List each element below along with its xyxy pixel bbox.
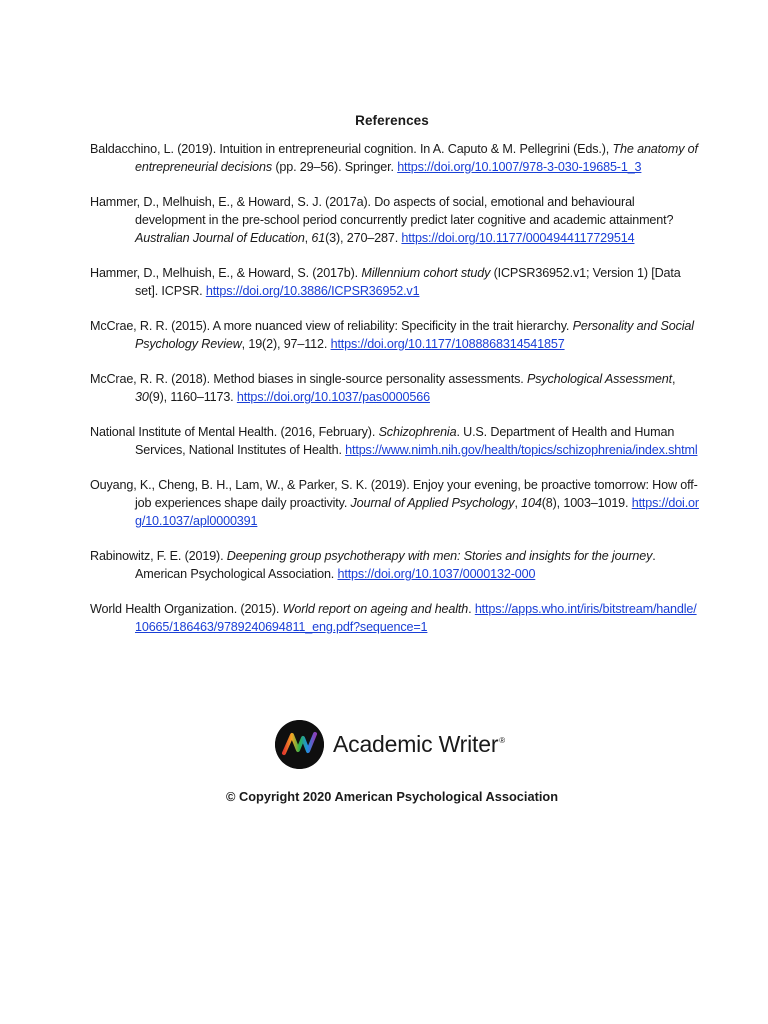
ref-text: National Institute of Mental Health. (2016, February). [90, 425, 379, 439]
ref-text: . [468, 602, 475, 616]
ref-text: , [514, 496, 522, 510]
ref-text: Baldacchino, L. (2019). Intuition in entrepreneurial cognition. In A. Caputo & M. Pellegrini (Eds.), [90, 142, 613, 156]
ref-text: , [672, 372, 676, 386]
doi-link[interactable]: https://doi.org/10.3886/ICPSR36952.v1 [205, 284, 420, 298]
logo-text: Academic Writer [333, 731, 499, 757]
ref-title-italic: Millennium cohort study [361, 266, 491, 280]
page-title: References [355, 113, 429, 128]
ref-volume-italic: 104 [521, 496, 542, 510]
reference-entry [90, 193, 702, 247]
doi-link[interactable]: https://doi.org/10.1037/pas0000566 [236, 390, 430, 404]
doi-link[interactable]: https://doi.org/10.1037/apl0000391 [135, 496, 699, 528]
ref-text: , [304, 231, 312, 245]
ref-volume-italic: 30 [135, 390, 149, 404]
ref-title-italic: Journal of Applied Psychology [350, 496, 515, 510]
doi-link[interactable]: https://doi.org/10.1177/1088868314541857 [330, 337, 565, 351]
reference-entry [90, 600, 702, 636]
ref-title-italic: Deepening group psychotherapy with men: Stories and insights for the journey [226, 549, 653, 563]
reference-entry [90, 264, 702, 300]
ref-title-italic: Psychological Assessment [526, 372, 672, 386]
reference-entry [90, 476, 702, 530]
ref-text: (9), 1160–1173. [148, 390, 237, 404]
reference-entry [90, 370, 702, 406]
ref-text: (ICPSR36952.v1; Version 1) [Data set]. ICPSR. [135, 266, 681, 298]
academic-writer-logo [275, 720, 505, 769]
logo-wordmark [333, 731, 505, 758]
ref-title-italic: Personality and Social Psychology Review [135, 319, 694, 351]
ref-text: Ouyang, K., Cheng, B. H., Lam, W., & Parker, S. K. (2019). Enjoy your evening, be proactive tomorrow: How off-job experiences shape daily proactivity. [90, 478, 698, 510]
academic-writer-logo-icon [275, 720, 324, 769]
ref-text: (8), 1003–1019. [541, 496, 632, 510]
doi-link[interactable]: https://doi.org/10.1007/978-3-030-19685-1_3 [397, 160, 642, 174]
doi-link[interactable]: https://doi.org/10.1037/0000132-000 [337, 567, 536, 581]
ref-title-italic: World report on ageing and health [282, 602, 469, 616]
registered-mark: ® [499, 736, 505, 746]
ref-text: Hammer, D., Melhuish, E., & Howard, S. (2017b). [90, 266, 362, 280]
copyright-notice: © Copyright 2020 American Psychological Association [225, 789, 559, 804]
ref-text: . American Psychological Association. [135, 549, 656, 581]
reference-entry [90, 317, 702, 353]
ref-title-italic: Schizophrenia [378, 425, 457, 439]
ref-text: , 19(2), 97–112. [241, 337, 331, 351]
ref-text: McCrae, R. R. (2018). Method biases in single-source personality assessments. [90, 372, 527, 386]
url-link[interactable]: https://www.nimh.nih.gov/health/topics/schizophrenia/index.shtml [345, 443, 698, 457]
ref-title-italic: The anatomy of entrepreneurial decisions [135, 142, 698, 174]
url-link[interactable]: https://apps.who.int/iris/bitstream/handle/10665/186463/9789240694811_eng.pdf?sequence=1 [135, 602, 697, 634]
ref-title-italic: Australian Journal of Education [135, 231, 305, 245]
ref-volume-italic: 61 [311, 231, 326, 245]
reference-entry [90, 423, 702, 459]
ref-text: (pp. 29–56). Springer. [271, 160, 398, 174]
reference-entry [90, 547, 702, 583]
ref-text: Rabinowitz, F. E. (2019). [90, 549, 227, 563]
doi-link[interactable]: https://doi.org/10.1177/0004944117729514 [401, 231, 635, 245]
ref-text: (3), 270–287. [325, 231, 402, 245]
reference-list [90, 140, 702, 653]
ref-text: Hammer, D., Melhuish, E., & Howard, S. J. (2017a). Do aspects of social, emotional and behavioural development in the pre-school period concurrently predict later cognitive and academic attainment? [90, 195, 674, 227]
ref-text: . U.S. Department of Health and Human Services, National Institutes of Health. [135, 425, 675, 457]
ref-text: World Health Organization. (2015). [90, 602, 283, 616]
ref-text: McCrae, R. R. (2015). A more nuanced view of reliability: Specificity in the trait hierarchy. [90, 319, 573, 333]
reference-entry [90, 140, 702, 176]
